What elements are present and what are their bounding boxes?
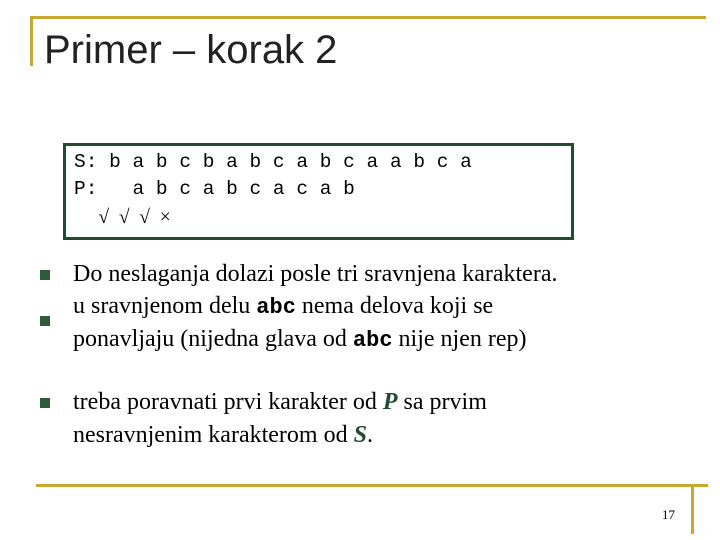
bullet-text-part: . [366,422,373,448]
bullet-text-part: treba poravnati prvi karakter od [73,389,383,415]
bullet-text-part: nesravnjenim karakterom od [73,422,354,448]
bullet-marker [40,316,50,326]
p-line: P: a b c a b c a c a b [74,178,355,200]
code-box [63,143,574,240]
bullet-text-part: nije njen rep) [392,326,527,352]
top-rule [30,16,706,19]
bullet-text-part: sa prvim [397,389,487,415]
match-line: √ √ √ × [74,207,171,228]
slide-title: Primer – korak 2 [44,28,338,72]
bullet-marker [40,270,50,280]
s-line: S: b a b c b a b c a b c a a b c a [74,151,472,173]
bullet-marker [40,398,50,408]
bullet-text [73,386,487,419]
inline-code: abc [352,328,393,353]
bottom-right-rule [691,484,694,534]
bullet-text-part: nema delova koji se [295,293,494,319]
bottom-rule [36,484,708,487]
emph-S: S [353,422,367,448]
bullet-text-part: ponavljaju (nijedna glava od [73,326,353,352]
top-left-rule [30,16,33,66]
bullet-text-line2 [73,419,373,452]
bullet-text-part: u sravnjenom delu [73,293,257,319]
page-number: 17 [662,507,675,522]
bullet-text [73,290,493,324]
bullet-text: Do neslaganja dolazi posle tri sravnjena karaktera. [73,261,558,287]
inline-code: abc [256,295,296,320]
emph-P: P [382,389,398,415]
bullet-text-line2 [73,323,526,357]
